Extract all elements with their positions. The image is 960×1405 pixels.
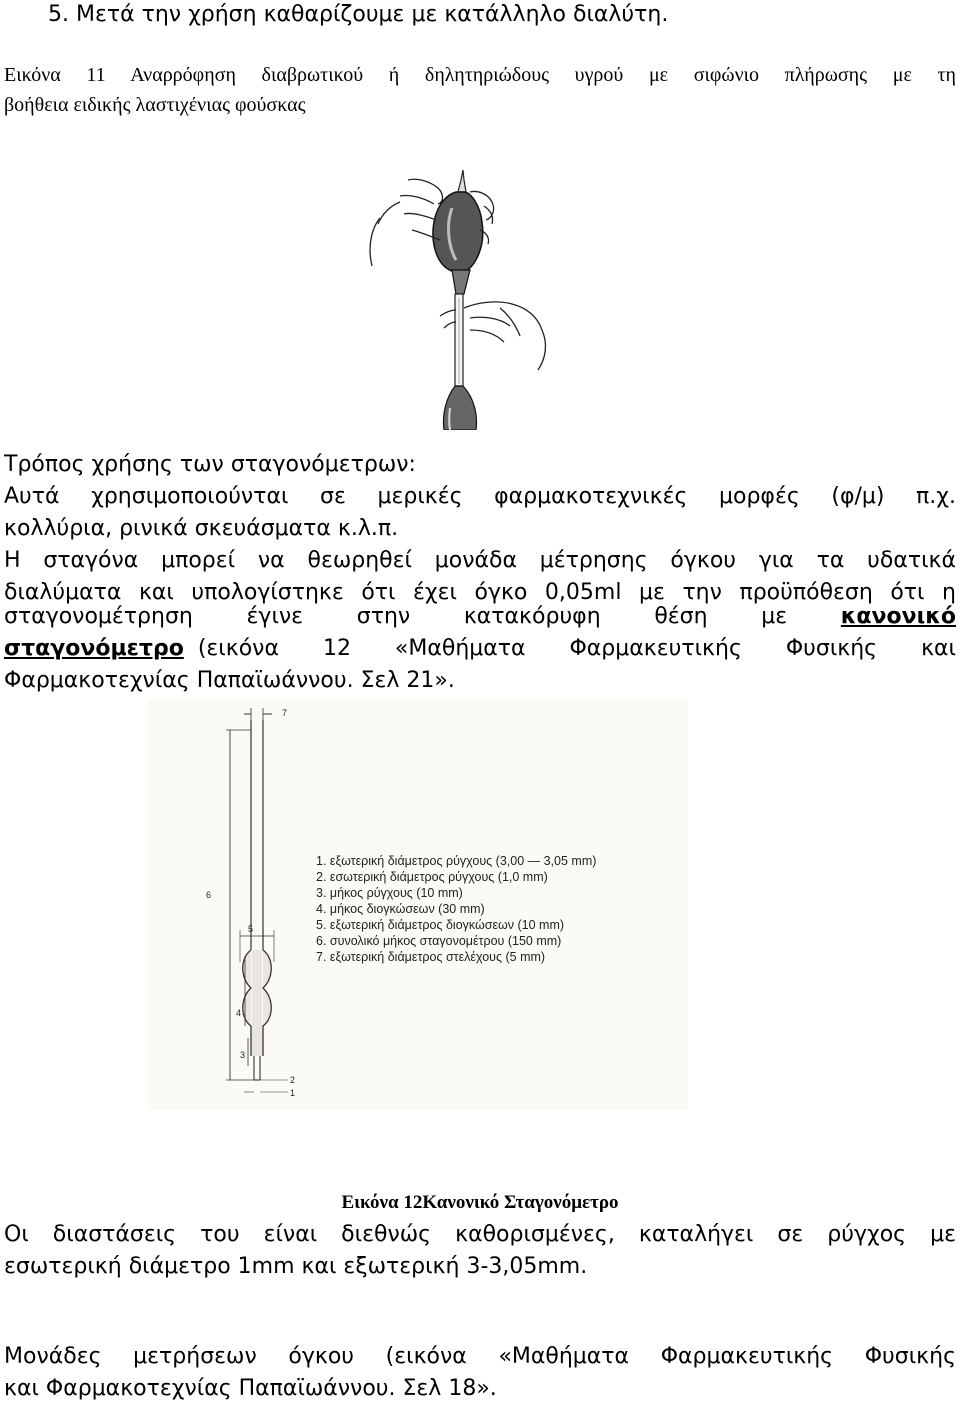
units-line-2: και Φαρμακοτεχνίας Παπαϊωάννου. Σελ 18». [4, 1376, 497, 1401]
pipette-bulb-image [360, 158, 600, 430]
figure-11-pipette-illustration [360, 158, 600, 430]
figure-12-legend-item: 1. εξωτερική διάμετρος ρύγχους (3,00 — 3,05 mm) [316, 854, 597, 868]
usage-line-6 [4, 636, 956, 661]
units-line-1: Μονάδες μετρήσεων όγκου (εικόνα «Μαθήματα Φαρμακευτικής Φυσικής [4, 1344, 956, 1369]
figure-12-legend-item: 4. μήκος διογκώσεων (30 mm) [316, 902, 485, 916]
usage-line-5 [4, 604, 956, 629]
usage-heading: Τρόπος χρήσης των σταγονόμετρων: [4, 452, 416, 477]
usage-emphasis-standard: κανονικό [840, 604, 956, 629]
figure-12-label-4: 4 [236, 1008, 242, 1018]
figure-12-label-6: 6 [206, 890, 212, 900]
usage-line-1: Αυτά χρησιμοποιούνται σε μερικές φαρμακοτεχνικές μορφές (φ/μ) π.χ. [4, 484, 956, 509]
figure-12-dropper-diagram [148, 700, 688, 1110]
figure-11-caption-line-2: βοήθεια ειδικής λαστιχένιας φούσκας [4, 94, 306, 116]
usage-line-5-word: στην [356, 604, 411, 629]
figure-12-label-1: 1 [290, 1088, 296, 1098]
figure-12-legend-item: 6. συνολικό μήκος σταγονομέτρου (150 mm) [316, 934, 562, 948]
figure-12-label-7: 7 [282, 708, 288, 718]
figure-12-legend-item: 2. εσωτερική διάμετρος ρύγχους (1,0 mm) [316, 870, 548, 884]
usage-line-5-word: κατακόρυφη [463, 604, 601, 629]
usage-line-3: Η σταγόνα μπορεί να θεωρηθεί μονάδα μέτρησης όγκου για τα υδατικά [4, 548, 956, 573]
dimensions-line-2: εσωτερική διάμετρο 1mm και εξωτερική 3-3,05mm. [4, 1254, 588, 1279]
usage-line-5-word: θέση [654, 604, 708, 629]
usage-line-5-word: με [761, 604, 788, 629]
figure-12-legend-item: 3. μήκος ρύγχους (10 mm) [316, 886, 463, 900]
figure-11-caption-line-1: Εικόνα 11 Αναρρόφηση διαβρωτικού ή δηλητηριώδους υγρού με σιφώνιο πλήρωσης με τη [4, 64, 956, 86]
figure-11-caption [4, 60, 956, 120]
usage-emphasis-dropper: σταγονόμετρο [4, 636, 184, 661]
usage-line-6-rest: (εικόνα 12 «Μαθήματα Φαρμακευτικής Φυσικής και [197, 636, 956, 661]
usage-line-4: διαλύματα και υπολογίστηκε ότι έχει όγκο 0,05ml με την προϋπόθεση ότι η [4, 580, 956, 605]
figure-12-legend-item: 5. εξωτερική διάμετρος διογκώσεων (10 mm) [316, 918, 565, 932]
figure-12-label-5: 5 [248, 924, 254, 934]
usage-line-2: κολλύρια, ρινικά σκευάσματα κ.λ.π. [4, 516, 399, 541]
usage-line-5-word: έγινε [246, 604, 304, 629]
usage-line-5-word: σταγονομέτρηση [4, 604, 193, 629]
figure-12-label-2: 2 [290, 1075, 296, 1085]
step-5-text: 5. Μετά την χρήση καθαρίζουμε με κατάλληλο διαλύτη. [48, 2, 669, 27]
figure-12-caption: Εικόνα 12Κανονικό Σταγονόμετρο [341, 1192, 619, 1213]
dimensions-line-1: Οι διαστάσεις του είναι διεθνώς καθορισμένες, καταλήγει σε ρύγχος με [4, 1222, 956, 1247]
usage-line-7: Φαρμακοτεχνίας Παπαϊωάννου. Σελ 21». [4, 668, 455, 693]
figure-12-label-3: 3 [240, 1050, 246, 1060]
figure-12-legend-item: 7. εξωτερική διάμετρος στελέχους (5 mm) [316, 950, 546, 964]
